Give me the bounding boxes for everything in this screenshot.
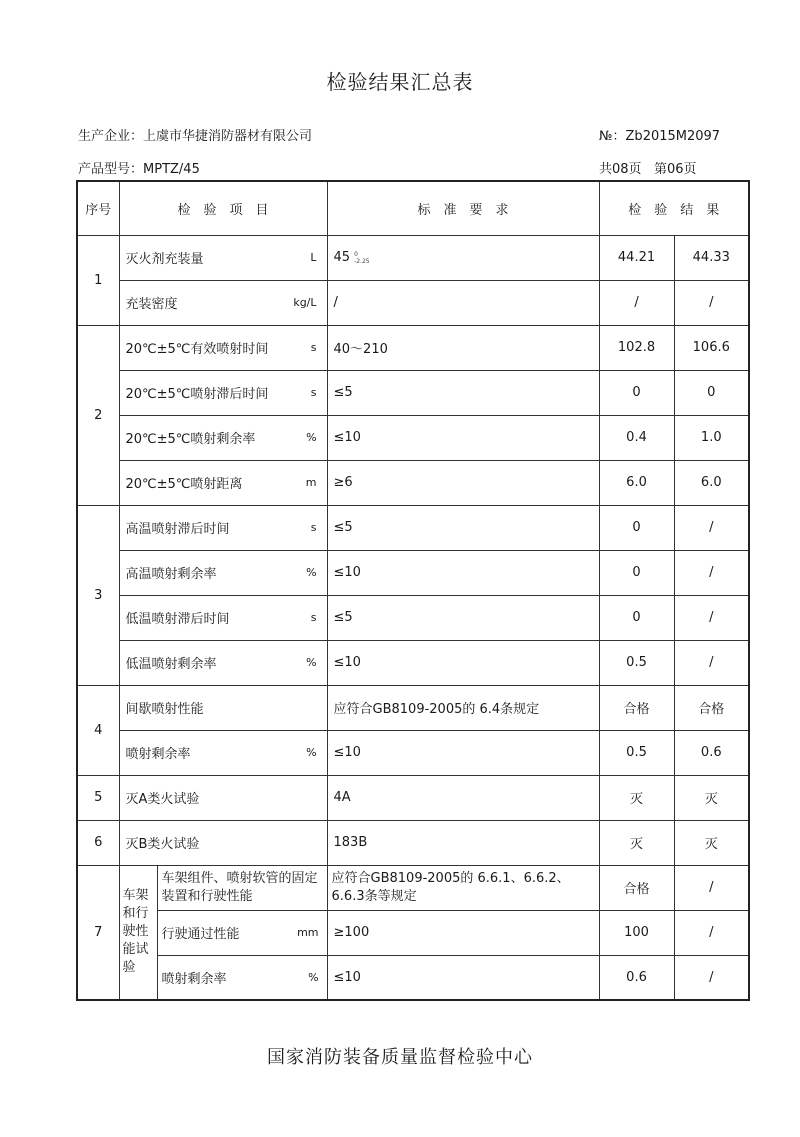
result-1: 灭	[599, 820, 674, 865]
standard-value: ≤10	[327, 730, 599, 775]
item-name: 灭B类火试验	[119, 820, 327, 865]
item-name: 低温喷射剩余率	[125, 657, 217, 672]
item-cell	[119, 685, 327, 730]
item-cell	[119, 595, 327, 640]
item-unit: s	[310, 386, 317, 399]
result-2: 灭	[674, 820, 749, 865]
page-number: 第06页	[653, 162, 697, 177]
group-number: 6	[77, 820, 119, 865]
model-label: 产品型号：	[78, 162, 144, 177]
item-unit: %	[306, 431, 317, 444]
tolerance	[354, 251, 370, 265]
standard-value: 应符合GB8109-2005的 6.4条规定	[327, 685, 599, 730]
result-1: /	[599, 280, 674, 325]
col-seq: 序号	[77, 181, 119, 235]
item-name: 低温喷射滞后时间	[125, 612, 230, 627]
item-unit: %	[306, 746, 317, 759]
item-name: 充装密度	[125, 297, 178, 312]
group-number: 1	[77, 235, 119, 325]
standard-value: 45	[333, 250, 351, 265]
standard-value: ≤10	[327, 955, 599, 1000]
item-name: 20℃±5℃喷射距离	[125, 477, 243, 492]
item-unit: %	[306, 656, 317, 669]
table-row	[77, 865, 749, 910]
item-cell	[119, 505, 327, 550]
result-2: 0.6	[674, 730, 749, 775]
group-number: 5	[77, 775, 119, 820]
company-name: 上虞市华捷消防器材有限公司	[143, 129, 313, 144]
result-1: 合格	[599, 685, 674, 730]
item-name: 行驶通过性能	[161, 927, 240, 942]
standard-value: ≥100	[327, 910, 599, 955]
result-2: 0	[674, 370, 749, 415]
result-1: 0	[599, 550, 674, 595]
issuing-organization: 国家消防装备质量监督检验中心	[267, 1047, 533, 1068]
model-value: MPTZ/45	[143, 162, 200, 177]
tolerance-lower: -2.25	[354, 257, 370, 265]
item-unit: s	[310, 521, 317, 534]
table-row	[77, 325, 749, 370]
table-row	[77, 460, 749, 505]
item-cell	[119, 280, 327, 325]
result-1: 100	[599, 910, 674, 955]
item-name: 车架组件、喷射软管的固定装置和行驶性能	[157, 865, 327, 910]
standard-value: ≤5	[327, 370, 599, 415]
result-2: 1.0	[674, 415, 749, 460]
result-2: /	[674, 280, 749, 325]
item-cell	[119, 415, 327, 460]
result-2: 106.6	[674, 325, 749, 370]
table-row	[77, 280, 749, 325]
standard-value: 183B	[327, 820, 599, 865]
standard-value: 应符合GB8109-2005的 6.6.1、6.6.2、6.6.3条等规定	[327, 865, 599, 910]
table-row	[77, 595, 749, 640]
table-header-row	[77, 181, 749, 235]
group-subtitle: 车架和行驶性能试验	[119, 865, 157, 1000]
table-row	[77, 640, 749, 685]
result-2: /	[674, 640, 749, 685]
standard-value: ≤10	[327, 640, 599, 685]
item-name: 高温喷射滞后时间	[125, 522, 230, 537]
table-row	[77, 820, 749, 865]
result-1: 0.4	[599, 415, 674, 460]
result-1: 0	[599, 505, 674, 550]
item-unit: s	[310, 611, 317, 624]
standard-value: ≤5	[327, 505, 599, 550]
result-2: /	[674, 550, 749, 595]
result-2: /	[674, 595, 749, 640]
company-line	[78, 125, 312, 144]
item-name: 高温喷射剩余率	[125, 567, 217, 582]
result-1: 合格	[599, 865, 674, 910]
item-unit: %	[308, 970, 319, 984]
result-2: /	[674, 865, 749, 910]
item-name: 喷射剩余率	[161, 971, 227, 987]
item-unit: L	[310, 251, 317, 264]
standard-value: 4A	[327, 775, 599, 820]
item-cell	[157, 955, 327, 1000]
result-2: 灭	[674, 775, 749, 820]
standard-value: ≤5	[327, 595, 599, 640]
standard-value: ≤10	[327, 415, 599, 460]
total-pages: 共08页	[599, 162, 642, 177]
table-row	[77, 910, 749, 955]
result-1: 灭	[599, 775, 674, 820]
results-table	[76, 180, 750, 1001]
result-1: 6.0	[599, 460, 674, 505]
item-name: 灭火剂充装量	[125, 252, 204, 267]
result-1: 0.5	[599, 640, 674, 685]
model-line	[78, 158, 200, 177]
item-unit: m	[305, 476, 317, 489]
item-name: 20℃±5℃有效喷射时间	[125, 342, 269, 357]
item-cell	[157, 910, 327, 955]
document-title: 检验结果汇总表	[326, 70, 474, 94]
table-row	[77, 415, 749, 460]
result-2: 6.0	[674, 460, 749, 505]
table-row	[77, 235, 749, 280]
result-2: /	[674, 505, 749, 550]
result-2: /	[674, 955, 749, 1000]
item-cell	[119, 730, 327, 775]
result-2: 44.33	[674, 235, 749, 280]
standard-cell	[327, 235, 599, 280]
table-row	[77, 955, 749, 1000]
result-1: 44.21	[599, 235, 674, 280]
item-unit: kg/L	[293, 296, 317, 309]
item-cell	[119, 325, 327, 370]
item-unit: mm	[297, 926, 319, 939]
group-number: 4	[77, 685, 119, 775]
report-no-value: Zb2015M2097	[625, 129, 721, 144]
table-row	[77, 505, 749, 550]
result-1: 0.6	[599, 955, 674, 1000]
result-1: 0	[599, 370, 674, 415]
table-row	[77, 370, 749, 415]
report-no-label: №：	[599, 129, 626, 144]
col-result: 检 验 结 果	[599, 181, 749, 235]
item-name: 间歇喷射性能	[125, 702, 204, 717]
item-cell	[119, 370, 327, 415]
standard-value: ≥6	[327, 460, 599, 505]
result-1: 0.5	[599, 730, 674, 775]
item-unit: %	[306, 566, 317, 579]
tolerance-upper: 0	[354, 250, 358, 258]
table-row	[77, 730, 749, 775]
group-number: 2	[77, 325, 119, 505]
table-row	[77, 550, 749, 595]
table-row	[77, 775, 749, 820]
result-1: 0	[599, 595, 674, 640]
result-1: 102.8	[599, 325, 674, 370]
result-2: /	[674, 910, 749, 955]
table-row	[77, 685, 749, 730]
item-unit: s	[310, 341, 317, 354]
item-name: 20℃±5℃喷射滞后时间	[125, 387, 269, 402]
item-cell	[119, 460, 327, 505]
page-info	[599, 158, 697, 177]
company-label: 生产企业：	[78, 129, 144, 144]
col-standard: 标 准 要 求	[327, 181, 599, 235]
item-cell	[119, 235, 327, 280]
result-2: 合格	[674, 685, 749, 730]
group-number: 3	[77, 505, 119, 685]
standard-value: 40～210	[327, 325, 599, 370]
report-number	[599, 125, 720, 144]
group-number: 7	[77, 865, 119, 1000]
item-name: 灭A类火试验	[119, 775, 327, 820]
item-name: 20℃±5℃喷射剩余率	[125, 432, 256, 447]
standard-value: ≤10	[327, 550, 599, 595]
item-cell	[119, 550, 327, 595]
col-item: 检 验 项 目	[119, 181, 327, 235]
item-cell	[119, 640, 327, 685]
standard-value: /	[327, 280, 599, 325]
item-name: 喷射剩余率	[125, 747, 191, 762]
